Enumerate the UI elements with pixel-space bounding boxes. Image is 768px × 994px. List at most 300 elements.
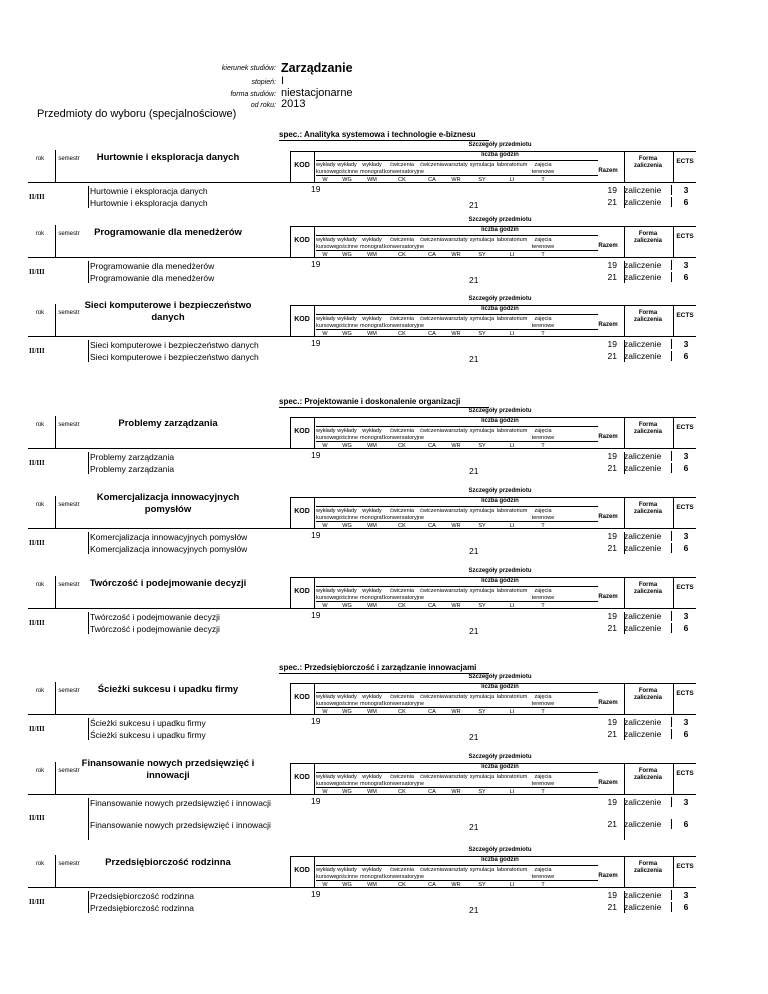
h-line xyxy=(316,160,598,161)
column-label: symulacja xyxy=(469,867,495,873)
column-label: wykłady kursowe xyxy=(316,237,337,250)
v-line xyxy=(624,532,625,554)
h-line xyxy=(316,707,598,708)
column-code: W xyxy=(322,523,328,529)
column-label: wykłady kursowe xyxy=(316,867,337,880)
spec-title: spec.: Projektowanie i doskonalenie organizacji xyxy=(279,397,489,408)
ects-label: ECTS xyxy=(676,233,694,240)
rok-value: II/III xyxy=(29,459,45,467)
szczegoly-label: Szczegóły przedmiotu xyxy=(468,488,532,494)
column-label: laboratorium xyxy=(496,774,528,780)
v-line xyxy=(314,683,315,714)
column-code: T xyxy=(541,177,545,183)
forma-zaliczenia: zaliczenie xyxy=(624,351,672,361)
column-code: W xyxy=(322,789,328,795)
semestr-label: semestr xyxy=(58,156,80,162)
column-code: WR xyxy=(451,603,461,609)
column-label: symulacja xyxy=(469,588,495,594)
column-label: ćwiczenia konwersatoryjne xyxy=(384,774,425,787)
header-forma-label: forma studiów: xyxy=(230,91,276,98)
h-line xyxy=(28,794,696,795)
course-name: Ścieżki sukcesu i upadku firmy xyxy=(90,730,206,740)
v-line xyxy=(624,718,625,740)
forma-label: Forma xyxy=(638,688,658,694)
column-code: W xyxy=(322,882,328,888)
column-code: WM xyxy=(367,709,377,715)
column-label: ćwiczenia konwersatoryjne xyxy=(384,316,425,329)
h-line xyxy=(316,506,598,507)
column-label: symulacja xyxy=(469,428,495,434)
rok-label: rok xyxy=(35,156,45,162)
column-code: SY xyxy=(478,789,486,795)
rok-value: II/III xyxy=(29,814,45,822)
subject-heading: Problemy zarządzania xyxy=(118,418,218,429)
column-label: wykłady gościnne xyxy=(335,694,359,707)
course-name: Finansowanie nowych przedsięwzięć i innowacji xyxy=(90,820,271,830)
kod-label: KOD xyxy=(294,588,310,595)
header-stopien-value: I xyxy=(281,75,285,87)
hours-w: 19 xyxy=(311,259,321,269)
column-code: W xyxy=(322,443,328,449)
hours-razem: 19 xyxy=(607,797,617,807)
rok-value: II/III xyxy=(29,347,45,355)
zaliczenia-label: zaliczenia xyxy=(633,775,662,781)
column-code: WG xyxy=(342,177,352,183)
column-code: WM xyxy=(367,603,377,609)
subject-heading: Programowanie dla menedżerów xyxy=(94,227,242,238)
razem-label: Razem xyxy=(598,594,618,600)
h-line xyxy=(316,426,598,427)
hours-w: 19 xyxy=(311,716,321,726)
column-code: WR xyxy=(451,331,461,337)
kod-label: KOD xyxy=(294,508,310,515)
column-code: WR xyxy=(451,177,461,183)
column-code: SY xyxy=(478,252,486,258)
v-line xyxy=(55,855,56,887)
column-label: wykłady monograf. xyxy=(360,162,385,175)
course-name: Komercjalizacja innowacyjnych pomysłów xyxy=(90,532,248,542)
rok-value: II/III xyxy=(29,268,45,276)
ects-label: ECTS xyxy=(676,424,694,431)
v-line xyxy=(88,532,89,554)
column-label: wykłady kursowe xyxy=(316,162,337,175)
column-code: SY xyxy=(478,331,486,337)
column-label: wykłady monograf. xyxy=(360,508,385,521)
hours-wr: 21 xyxy=(469,466,479,476)
course-name: Programowanie dla menedżerów xyxy=(90,261,215,271)
v-line xyxy=(624,763,625,794)
v-line xyxy=(55,762,56,794)
ects-label: ECTS xyxy=(676,158,694,165)
forma-zaliczenia: zaliczenie xyxy=(624,272,672,282)
column-code: WR xyxy=(451,252,461,258)
forma-label: Forma xyxy=(638,231,658,237)
h-line xyxy=(316,865,598,866)
liczba-label: liczba godzin xyxy=(481,764,519,770)
header-kierunek-value: Zarządzanie xyxy=(281,61,353,75)
subject-block xyxy=(28,296,696,368)
v-line xyxy=(314,856,315,887)
v-line xyxy=(55,150,56,182)
column-code: CK xyxy=(398,789,406,795)
subject-heading: Finansowanie nowych przedsięwzięć i innowacji xyxy=(81,758,255,781)
column-code: WG xyxy=(342,603,352,609)
ects-value: 6 xyxy=(683,351,689,361)
forma-zaliczenia: zaliczenie xyxy=(624,185,672,195)
header-stopien-label: stopień: xyxy=(251,79,276,86)
zaliczenia-label: zaliczenia xyxy=(633,429,662,435)
hours-razem: 21 xyxy=(607,623,617,633)
column-code: WR xyxy=(451,523,461,529)
h-line xyxy=(316,586,598,587)
column-label: zajęcia terenowe xyxy=(531,316,555,329)
rok-value: II/III xyxy=(29,898,45,906)
hours-razem: 19 xyxy=(607,717,617,727)
course-name: Twórczość i podejmowanie decyzji xyxy=(90,612,220,622)
column-label: wykłady gościnne xyxy=(335,237,359,250)
forma-label: Forma xyxy=(638,768,658,774)
h-line xyxy=(316,175,598,176)
column-code: SY xyxy=(478,882,486,888)
v-line xyxy=(624,452,625,474)
subject-block xyxy=(28,754,696,840)
h-line xyxy=(316,601,598,602)
szczegoly-label: Szczegóły przedmiotu xyxy=(468,408,532,414)
column-label: wykłady kursowe xyxy=(316,316,337,329)
v-line xyxy=(88,452,89,474)
semestr-label: semestr xyxy=(58,310,80,316)
column-code: WM xyxy=(367,443,377,449)
ects-value: 6 xyxy=(683,197,689,207)
semestr-label: semestr xyxy=(58,231,80,237)
kod-label: KOD xyxy=(294,316,310,323)
column-label: laboratorium xyxy=(496,428,528,434)
column-label: ćwiczenia xyxy=(420,508,444,514)
column-code: WM xyxy=(367,177,377,183)
column-code: WM xyxy=(367,882,377,888)
column-code: T xyxy=(541,523,545,529)
hours-wr: 21 xyxy=(469,905,479,915)
column-code: CK xyxy=(398,709,406,715)
column-label: symulacja xyxy=(469,694,495,700)
forma-zaliczenia: zaliczenie xyxy=(624,339,672,349)
ects-label: ECTS xyxy=(676,690,694,697)
column-code: WR xyxy=(451,789,461,795)
h-line xyxy=(28,714,696,715)
column-label: ćwiczenia konwersatoryjne xyxy=(384,508,425,521)
semestr-label: semestr xyxy=(58,422,80,428)
h-line xyxy=(28,182,696,183)
hours-wr: 21 xyxy=(469,732,479,742)
razem-label: Razem xyxy=(598,168,618,174)
column-label: warsztaty xyxy=(444,162,468,168)
course-name: Hurtownie i eksploracja danych xyxy=(90,186,208,196)
v-line xyxy=(314,151,315,182)
column-code: T xyxy=(541,252,545,258)
h-line xyxy=(316,787,598,788)
v-line xyxy=(88,340,89,362)
column-label: laboratorium xyxy=(496,694,528,700)
ects-label: ECTS xyxy=(676,312,694,319)
razem-label: Razem xyxy=(598,780,618,786)
column-code: CK xyxy=(398,177,406,183)
column-label: zajęcia terenowe xyxy=(531,428,555,441)
column-label: laboratorium xyxy=(496,237,528,243)
semestr-label: semestr xyxy=(58,768,80,774)
razem-label: Razem xyxy=(598,700,618,706)
column-label: warsztaty xyxy=(444,774,468,780)
column-label: warsztaty xyxy=(444,588,468,594)
column-label: wykłady gościnne xyxy=(335,867,359,880)
column-label: zajęcia terenowe xyxy=(531,774,555,787)
v-line xyxy=(673,497,674,528)
forma-zaliczenia: zaliczenie xyxy=(624,260,672,270)
szczegoly-label: Szczegóły przedmiotu xyxy=(468,568,532,574)
rok-label: rok xyxy=(35,582,45,588)
hours-w: 19 xyxy=(311,530,321,540)
zaliczenia-label: zaliczenia xyxy=(633,589,662,595)
column-label: symulacja xyxy=(469,774,495,780)
ects-value: 3 xyxy=(683,611,689,621)
hours-razem: 21 xyxy=(607,729,617,739)
column-code: LI xyxy=(509,252,515,258)
column-label: ćwiczenia xyxy=(420,237,444,243)
column-label: warsztaty xyxy=(444,508,468,514)
forma-zaliczenia: zaliczenie xyxy=(624,717,672,727)
column-code: SY xyxy=(478,523,486,529)
hours-wr: 21 xyxy=(469,822,479,832)
v-line xyxy=(673,856,674,887)
razem-label: Razem xyxy=(598,514,618,520)
column-label: wykłady gościnne xyxy=(335,508,359,521)
column-label: ćwiczenia konwersatoryjne xyxy=(384,428,425,441)
column-code: CA xyxy=(428,443,436,449)
column-label: warsztaty xyxy=(444,316,468,322)
column-code: T xyxy=(541,882,545,888)
column-code: CK xyxy=(398,603,406,609)
szczegoly-label: Szczegóły przedmiotu xyxy=(468,142,532,148)
section-title: Przedmioty do wyboru (specjalnościowe) xyxy=(37,108,237,120)
column-code: CK xyxy=(398,331,406,337)
column-code: W xyxy=(322,177,328,183)
v-line xyxy=(624,798,625,840)
ects-label: ECTS xyxy=(676,504,694,511)
column-code: SY xyxy=(478,177,486,183)
razem-label: Razem xyxy=(598,434,618,440)
course-name: Ścieżki sukcesu i upadku firmy xyxy=(90,718,206,728)
v-line xyxy=(624,683,625,714)
column-label: zajęcia terenowe xyxy=(531,508,555,521)
column-label: wykłady monograf. xyxy=(360,428,385,441)
spec-title: spec.: Przedsiębiorczość i zarządzanie innowacjami xyxy=(279,663,489,674)
v-line xyxy=(314,226,315,257)
column-code: CK xyxy=(398,443,406,449)
forma-label: Forma xyxy=(638,310,658,316)
forma-zaliczenia: zaliczenie xyxy=(624,197,672,207)
forma-zaliczenia: zaliczenie xyxy=(624,797,672,807)
liczba-label: liczba godzin xyxy=(481,684,519,690)
course-name: Przedsiębiorczość rodzinna xyxy=(90,903,194,913)
zaliczenia-label: zaliczenia xyxy=(633,868,662,874)
hours-wr: 21 xyxy=(469,200,479,210)
course-name: Komercjalizacja innowacyjnych pomysłów xyxy=(90,544,248,554)
h-line xyxy=(316,329,598,330)
v-line xyxy=(88,798,89,840)
liczba-label: liczba godzin xyxy=(481,857,519,863)
subject-heading: Hurtownie i eksploracja danych xyxy=(96,152,240,163)
ects-value: 3 xyxy=(683,890,689,900)
hours-wr: 21 xyxy=(469,626,479,636)
razem-label: Razem xyxy=(598,322,618,328)
hours-w: 19 xyxy=(311,796,321,806)
v-line xyxy=(673,151,674,182)
ects-value: 3 xyxy=(683,717,689,727)
h-line xyxy=(28,528,696,529)
h-line xyxy=(316,250,598,251)
subject-block xyxy=(28,674,696,746)
column-label: ćwiczenia konwersatoryjne xyxy=(384,867,425,880)
szczegoly-label: Szczegóły przedmiotu xyxy=(468,674,532,680)
column-label: wykłady gościnne xyxy=(335,428,359,441)
column-code: CA xyxy=(428,331,436,337)
h-line xyxy=(316,692,598,693)
hours-razem: 19 xyxy=(607,185,617,195)
hours-razem: 21 xyxy=(607,197,617,207)
column-label: wykłady kursowe xyxy=(316,508,337,521)
v-line xyxy=(624,856,625,887)
column-code: LI xyxy=(509,443,515,449)
column-code: SY xyxy=(478,709,486,715)
hours-w: 19 xyxy=(311,889,321,899)
column-code: CK xyxy=(398,882,406,888)
column-label: ćwiczenia xyxy=(420,162,444,168)
v-line xyxy=(673,305,674,336)
liczba-label: liczba godzin xyxy=(481,578,519,584)
v-line xyxy=(55,416,56,448)
column-label: zajęcia terenowe xyxy=(531,867,555,880)
ects-label: ECTS xyxy=(676,770,694,777)
column-label: laboratorium xyxy=(496,162,528,168)
v-line xyxy=(314,497,315,528)
ects-value: 6 xyxy=(683,902,689,912)
column-code: W xyxy=(322,331,328,337)
hours-razem: 19 xyxy=(607,531,617,541)
column-label: symulacja xyxy=(469,316,495,322)
rok-label: rok xyxy=(35,231,45,237)
column-label: wykłady gościnne xyxy=(335,774,359,787)
column-code: W xyxy=(322,603,328,609)
rok-label: rok xyxy=(35,502,45,508)
v-line xyxy=(314,763,315,794)
razem-label: Razem xyxy=(598,873,618,879)
column-label: laboratorium xyxy=(496,316,528,322)
forma-zaliczenia: zaliczenie xyxy=(624,611,672,621)
column-code: T xyxy=(541,603,545,609)
column-code: LI xyxy=(509,709,515,715)
column-code: WG xyxy=(342,331,352,337)
column-label: wykłady gościnne xyxy=(335,316,359,329)
hours-wr: 21 xyxy=(469,275,479,285)
razem-label: Razem xyxy=(598,243,618,249)
column-label: warsztaty xyxy=(444,867,468,873)
ects-value: 6 xyxy=(683,463,689,473)
ects-value: 3 xyxy=(683,797,689,807)
hours-razem: 19 xyxy=(607,260,617,270)
column-code: LI xyxy=(509,789,515,795)
forma-zaliczenia: zaliczenie xyxy=(624,543,672,553)
column-label: ćwiczenia konwersatoryjne xyxy=(384,694,425,707)
column-code: WR xyxy=(451,882,461,888)
column-label: zajęcia terenowe xyxy=(531,162,555,175)
v-line xyxy=(624,261,625,283)
column-label: symulacja xyxy=(469,237,495,243)
course-name: Programowanie dla menedżerów xyxy=(90,273,215,283)
v-line xyxy=(88,612,89,634)
rok-label: rok xyxy=(35,768,45,774)
h-line xyxy=(28,257,696,258)
forma-label: Forma xyxy=(638,422,658,428)
zaliczenia-label: zaliczenia xyxy=(633,238,662,244)
liczba-label: liczba godzin xyxy=(481,227,519,233)
forma-label: Forma xyxy=(638,582,658,588)
v-line xyxy=(55,496,56,528)
forma-zaliczenia: zaliczenie xyxy=(624,623,672,633)
szczegoly-label: Szczegóły przedmiotu xyxy=(468,217,532,223)
column-label: wykłady monograf. xyxy=(360,867,385,880)
column-code: WG xyxy=(342,789,352,795)
column-code: LI xyxy=(509,603,515,609)
liczba-label: liczba godzin xyxy=(481,418,519,424)
column-code: WG xyxy=(342,443,352,449)
column-label: ćwiczenia konwersatoryjne xyxy=(384,162,425,175)
rok-value: II/III xyxy=(29,725,45,733)
column-code: WM xyxy=(367,331,377,337)
v-line xyxy=(88,186,89,208)
column-label: wykłady monograf. xyxy=(360,774,385,787)
h-line xyxy=(28,887,696,888)
column-label: wykłady monograf. xyxy=(360,237,385,250)
header-forma-value: niestacjonarne xyxy=(281,87,353,99)
column-label: wykłady kursowe xyxy=(316,774,337,787)
course-name: Problemy zarządzania xyxy=(90,452,175,462)
column-label: wykłady monograf. xyxy=(360,588,385,601)
v-line xyxy=(314,305,315,336)
column-label: symulacja xyxy=(469,162,495,168)
column-label: warsztaty xyxy=(444,428,468,434)
h-line xyxy=(28,448,696,449)
v-line xyxy=(88,261,89,283)
v-line xyxy=(624,417,625,448)
column-code: SY xyxy=(478,603,486,609)
subject-block xyxy=(28,408,696,480)
szczegoly-label: Szczegóły przedmiotu xyxy=(468,296,532,302)
kod-label: KOD xyxy=(294,867,310,874)
v-line xyxy=(624,891,625,913)
hours-wr: 21 xyxy=(469,354,479,364)
v-line xyxy=(88,718,89,740)
szczegoly-label: Szczegóły przedmiotu xyxy=(468,754,532,760)
column-code: WM xyxy=(367,789,377,795)
rok-value: II/III xyxy=(29,539,45,547)
semestr-label: semestr xyxy=(58,582,80,588)
column-label: ćwiczenia konwersatoryjne xyxy=(384,237,425,250)
header-kierunek-label: kierunek studiów: xyxy=(221,65,276,72)
column-label: ćwiczenia xyxy=(420,867,444,873)
rok-label: rok xyxy=(35,688,45,694)
column-code: CA xyxy=(428,603,436,609)
subject-block xyxy=(28,568,696,640)
v-line xyxy=(314,417,315,448)
